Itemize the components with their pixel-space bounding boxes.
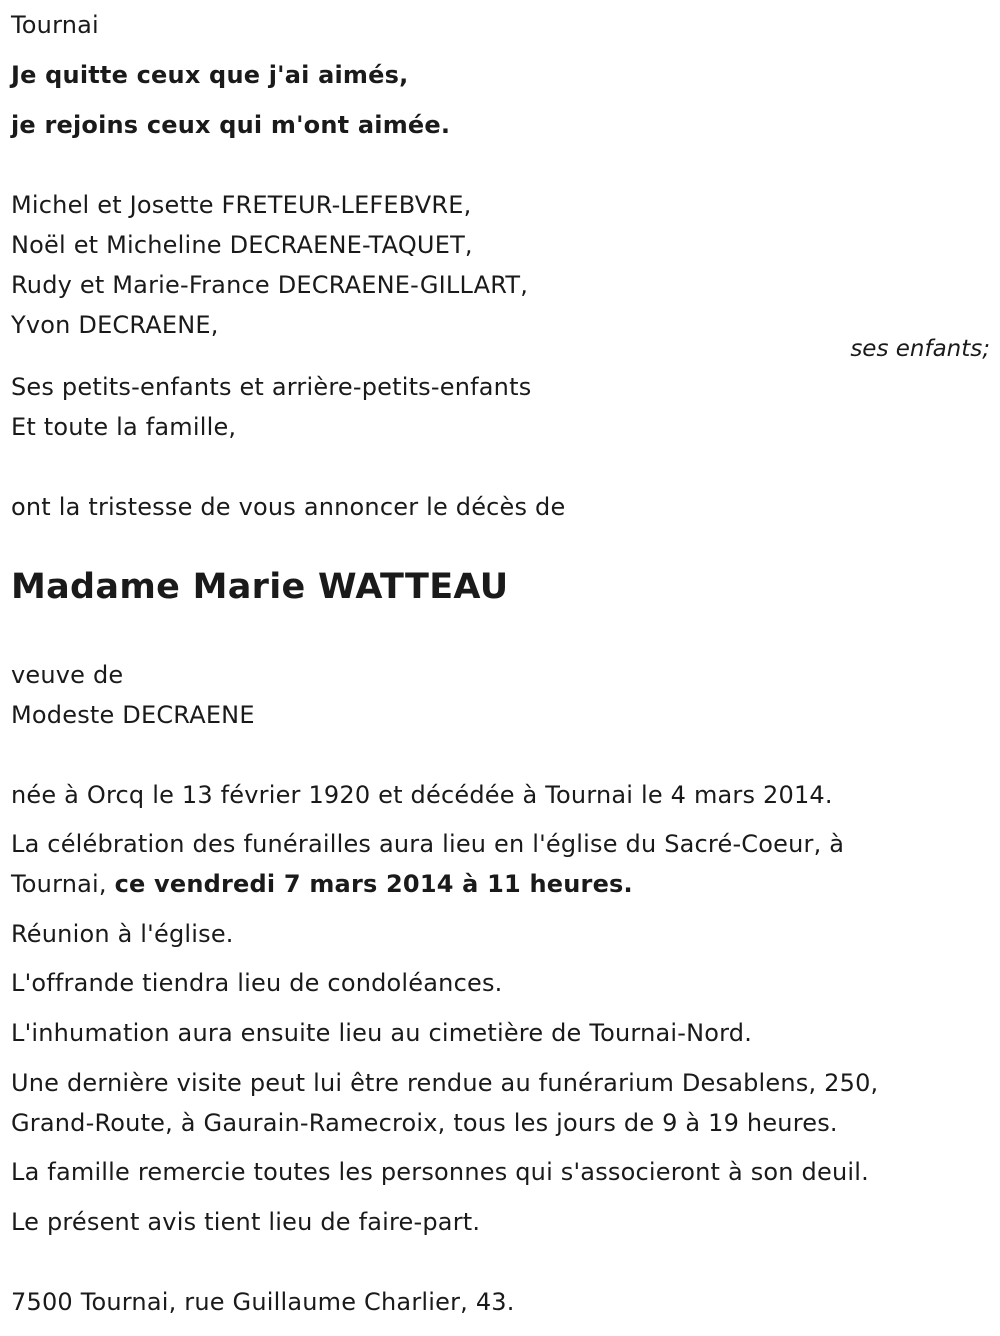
visit-line-2: Grand-Route, à Gaurain-Ramecroix, tous les jours de 9 à 19 heures. <box>11 1109 838 1137</box>
address-line: 7500 Tournai, rue Guillaume Charlier, 43. <box>11 1288 515 1316</box>
announcement-line: ont la tristesse de vous annoncer le décès de <box>11 493 566 521</box>
notice-line: Le présent avis tient lieu de faire-part. <box>11 1208 481 1236</box>
visit-line-1: Une dernière visite peut lui être rendue au funérarium Desablens, 250, <box>11 1069 879 1097</box>
family-child-3: Rudy et Marie-France DECRAENE-GILLART, <box>11 271 529 299</box>
widow-of-label: veuve de <box>11 661 124 689</box>
birth-death-line: née à Orcq le 13 février 1920 et décédée à Tournai le 4 mars 2014. <box>11 781 833 809</box>
thanks-line: La famille remercie toutes les personnes qui s'associeront à son deuil. <box>11 1158 869 1186</box>
offering-line: L'offrande tiendra lieu de condoléances. <box>11 969 503 997</box>
deceased-name: Madame Marie WATTEAU <box>11 567 509 607</box>
family-child-4: Yvon DECRAENE, <box>11 311 219 339</box>
quote-line-2: je rejoins ceux qui m'ont aimée. <box>11 111 451 139</box>
ceremony-place: Tournai, <box>11 870 115 898</box>
ceremony-line-1: La célébration des funérailles aura lieu en l'église du Sacré-Coeur, à <box>11 830 845 858</box>
quote-line-1: Je quitte ceux que j'ai aimés, <box>11 61 409 89</box>
spouse-name: Modeste DECRAENE <box>11 701 255 729</box>
family-child-1: Michel et Josette FRETEUR-LEFEBVRE, <box>11 191 472 219</box>
ceremony-line-2 <box>11 869 633 899</box>
children-note: ses enfants; <box>850 336 990 362</box>
family-child-2: Noël et Micheline DECRAENE-TAQUET, <box>11 231 473 259</box>
meeting-line: Réunion à l'église. <box>11 920 234 948</box>
grandchildren-line: Ses petits-enfants et arrière-petits-enfants <box>11 373 532 401</box>
whole-family-line: Et toute la famille, <box>11 413 237 441</box>
ceremony-datetime: ce vendredi 7 mars 2014 à 11 heures. <box>114 870 633 898</box>
burial-line: L'inhumation aura ensuite lieu au cimetière de Tournai-Nord. <box>11 1019 753 1047</box>
city-header: Tournai <box>11 11 99 39</box>
